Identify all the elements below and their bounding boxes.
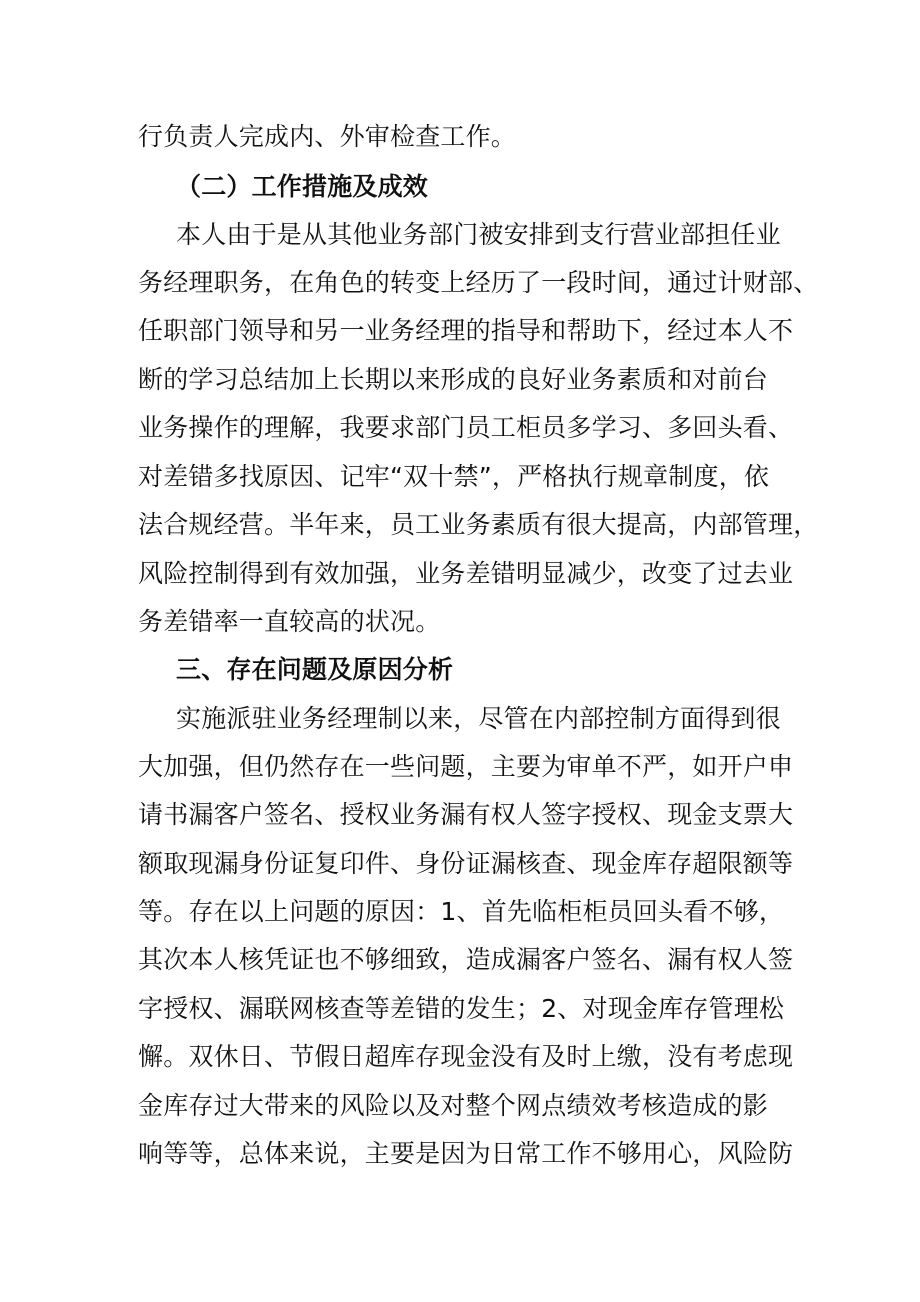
- body-text-line: 金库存过大带来的风险以及对整个网点绩效考核造成的影: [138, 1091, 769, 1120]
- paragraph-first-line: 本人由于是从其他业务部门被安排到支行营业部担任业: [176, 220, 781, 249]
- body-text-line: 断的学习总结加上长期以来形成的良好业务素质和对前台: [138, 365, 769, 394]
- body-text-line: 等。存在以上问题的原因：1、首先临柜柜员回头看不够，: [138, 897, 785, 926]
- body-text-line: 务经理职务，在角色的转变上经历了一段时间，通过计财部、: [138, 268, 819, 297]
- body-text-line: 风险控制得到有效加强，业务差错明显减少，改变了过去业: [138, 559, 794, 588]
- section-heading: 三、存在问题及原因分析: [176, 655, 454, 684]
- body-text-line: 任职部门领导和另一业务经理的指导和帮助下，经过本人不: [138, 316, 794, 345]
- body-text-line: 额取现漏身份证复印件、身份证漏核查、现金库存超限额等: [138, 849, 794, 878]
- section-subheading: （二）工作措施及成效: [176, 172, 429, 201]
- paragraph-first-line: 实施派驻业务经理制以来，尽管在内部控制方面得到很: [176, 704, 781, 733]
- body-text-line: 行负责人完成内、外审检查工作。: [138, 122, 517, 151]
- body-text-line: 请书漏客户签名、授权业务漏有权人签字授权、现金支票大: [138, 800, 794, 829]
- body-text-line: 大加强，但仍然存在一些问题，主要为审单不严，如开户申: [138, 752, 794, 781]
- body-text-line: 对差错多找原因、记牢“双十禁”，严格执行规章制度，依: [138, 462, 770, 491]
- body-text-line: 务差错率一直较高的状况。: [138, 607, 441, 636]
- body-text-line: 业务操作的理解，我要求部门员工柜员多学习、多回头看、: [138, 413, 794, 442]
- body-text-line: 懈。双休日、节假日超库存现金没有及时上缴，没有考虑现: [138, 1042, 794, 1071]
- body-text-line: 法合规经营。半年来，员工业务素质有很大提高，内部管理，: [138, 510, 819, 539]
- body-text-line: 字授权、漏联网核查等差错的发生；2、对现金库存管理松: [138, 994, 785, 1023]
- body-text-line: 其次本人核凭证也不够细致，造成漏客户签名、漏有权人签: [138, 945, 794, 974]
- body-text-line: 响等等，总体来说，主要是因为日常工作不够用心，风险防: [138, 1139, 794, 1168]
